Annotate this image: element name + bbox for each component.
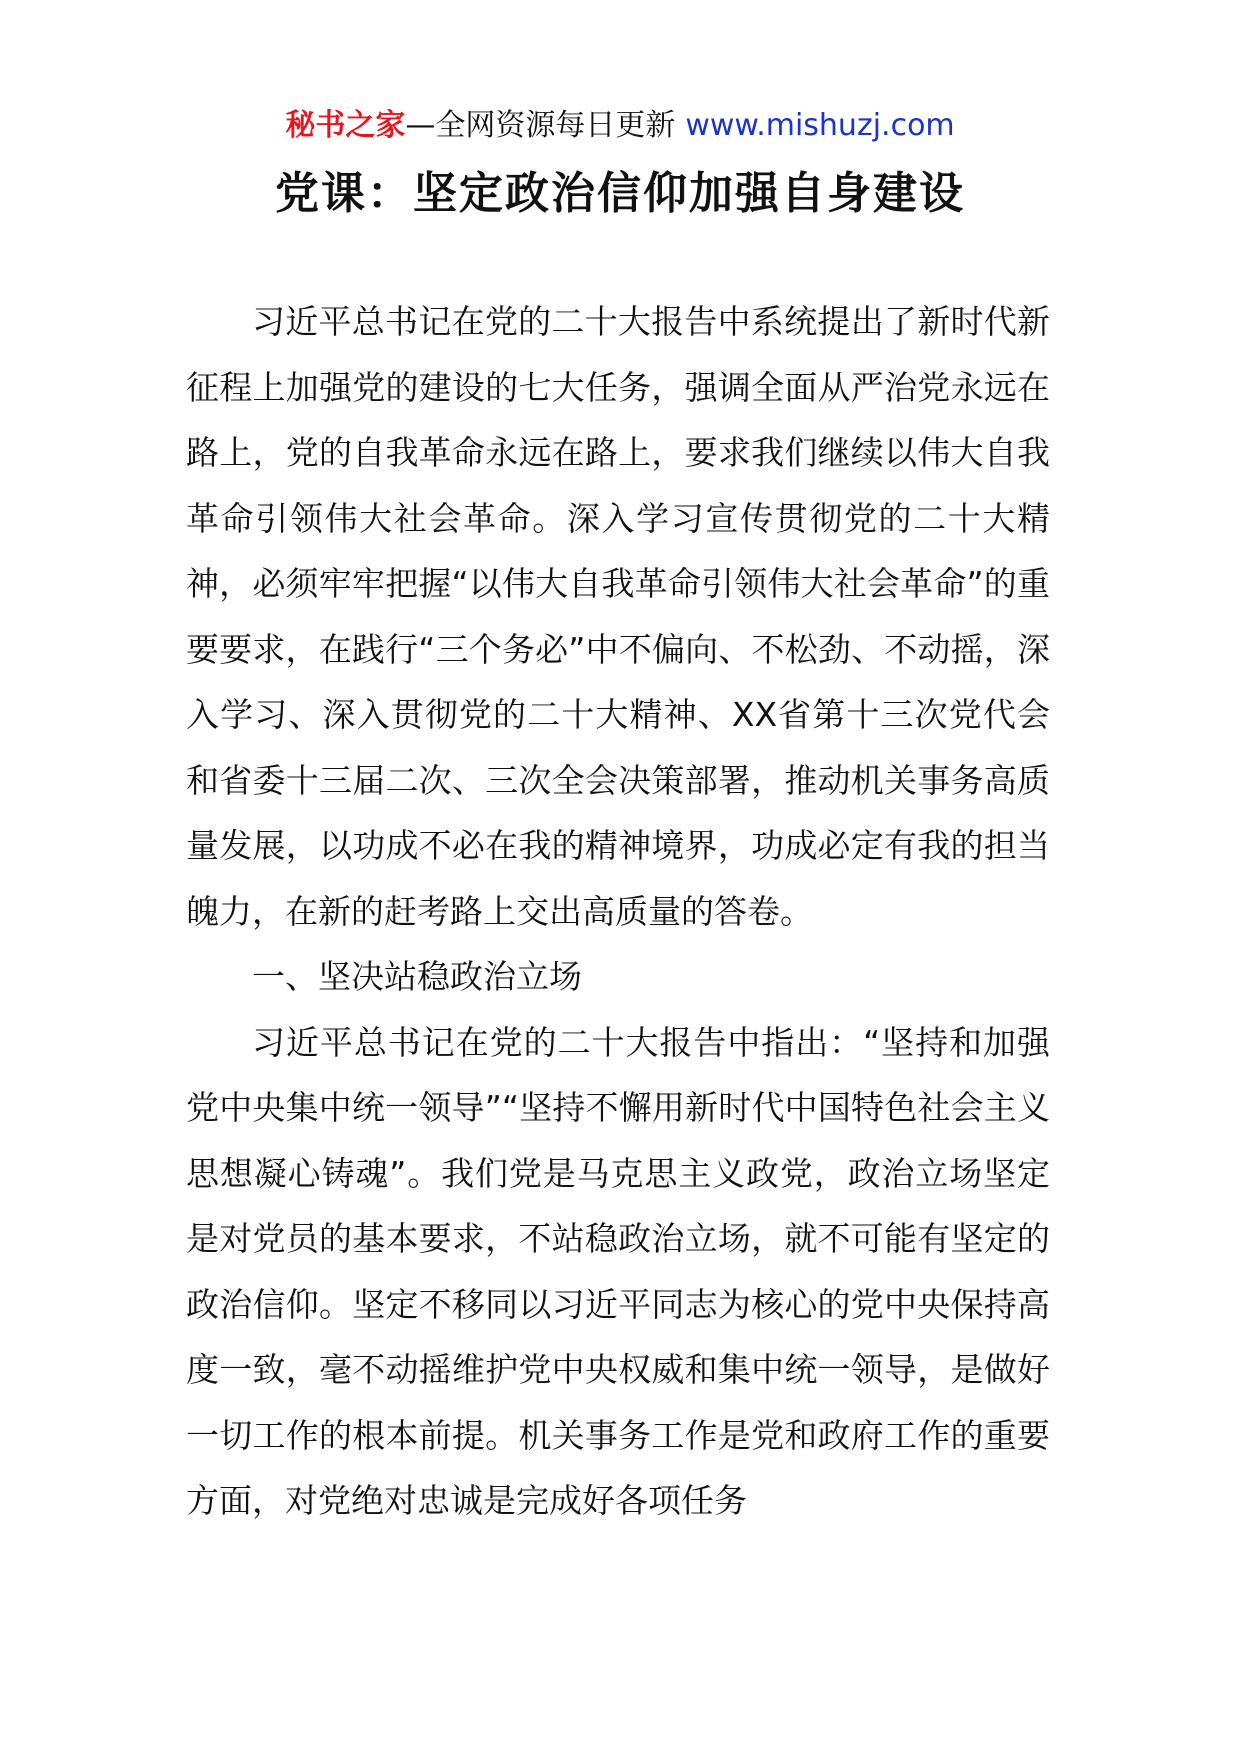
- site-header: [0, 104, 1240, 148]
- brand-name: 秘书之家: [285, 108, 406, 143]
- body-paragraph: 习近平总书记在党的二十大报告中系统提出了新时代新征程上加强党的建设的七大任务，强调全面从严治党永远在路上，党的自我革命永远在路上，要求我们继续以伟大自我革命引领伟大社会革命。深入学习宣传贯彻党的二十大精神，必须牢牢把握“以伟大自我革命引领伟大社会革命”的重要要求，在践行“三个务必”中不偏向、不松劲、不动摇，深入学习、深入贯彻党的二十大精神、XX省第十三次党代会和省委十三届二次、三次全会决策部署，推动机关事务高质量发展，以功成不必在我的精神境界，功成必定有我的担当魄力，在新的赶考路上交出高质量的答卷。: [186, 302, 1050, 931]
- section-heading: 一、坚决站稳政治立场: [252, 957, 582, 996]
- document-title: 党课：坚定政治信仰加强自身建设: [275, 168, 965, 219]
- site-url: www.mishuzj.com: [685, 108, 955, 143]
- site-slogan: —全网资源每日更新: [405, 108, 676, 143]
- body-paragraph: 习近平总书记在党的二十大报告中指出：“坚持和加强党中央集中统一领导”“坚持不懈用新时代中国特色社会主义思想凝心铸魂”。我们党是马克思主义政党，政治立场坚定是对党员的基本要求，不站稳政治立场，就不可能有坚定的政治信仰。坚定不移同以习近平同志为核心的党中央保持高度一致，毫不动摇维护党中央权威和集中统一领导，是做好一切工作的根本前提。机关事务工作是党和政府工作的重要方面，对党绝对忠诚是完成好各项任务: [186, 1022, 1050, 1520]
- document-body: [186, 289, 1050, 1534]
